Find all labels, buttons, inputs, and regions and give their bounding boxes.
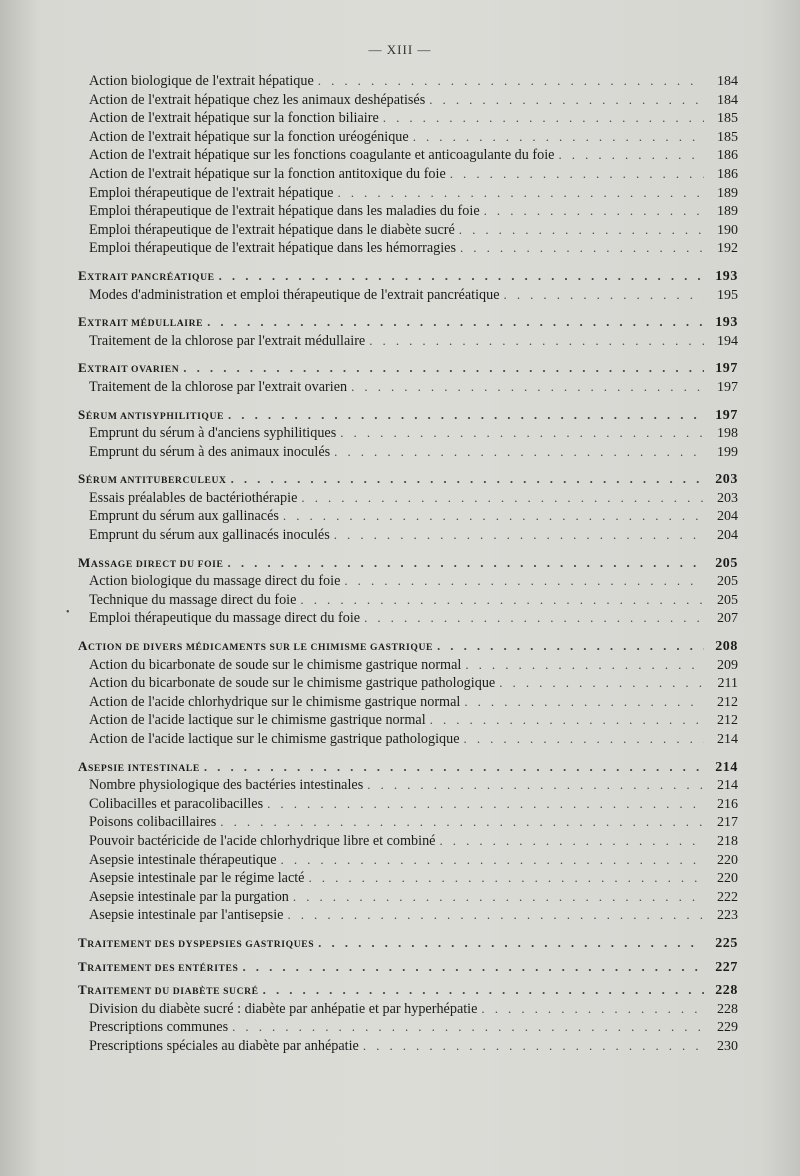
page-number: 223 <box>717 908 738 924</box>
dot-leader <box>267 795 704 814</box>
toc-section-heading <box>78 981 738 1000</box>
page-number: 198 <box>717 426 738 442</box>
section-title <box>78 758 200 777</box>
toc-entry <box>78 572 738 591</box>
toc-entry <box>78 906 738 925</box>
page-number: 185 <box>717 129 738 145</box>
toc-entry <box>78 1000 738 1019</box>
page-number: 205 <box>715 555 738 571</box>
page-number: 214 <box>715 759 738 775</box>
toc-entry <box>78 795 738 814</box>
page-number: 230 <box>717 1038 738 1054</box>
page-number: 229 <box>717 1020 738 1036</box>
toc-entry <box>78 239 738 258</box>
dot-leader <box>334 443 704 462</box>
toc-entry <box>78 1018 738 1037</box>
page-number: 193 <box>715 268 738 284</box>
dot-leader <box>499 674 704 693</box>
dot-leader <box>450 165 704 184</box>
page-number: 228 <box>715 983 738 999</box>
entry-title: Traitement de la chlorose par l'extrait médullaire <box>89 332 366 349</box>
page-number: 207 <box>717 611 738 627</box>
dot-leader <box>464 693 704 712</box>
entry-title: Asepsie intestinale par la purgation <box>89 888 289 905</box>
section-title-rest: XTRAIT OVARIEN <box>87 364 180 376</box>
dot-leader <box>183 359 704 378</box>
toc-entry <box>78 591 738 610</box>
toc-section-heading <box>78 313 738 332</box>
dot-leader <box>337 184 704 203</box>
dot-leader <box>300 591 704 610</box>
dot-leader <box>207 313 704 332</box>
dot-leader <box>281 851 704 870</box>
page-number: 214 <box>717 778 738 794</box>
dot-leader <box>369 332 704 351</box>
entry-title: Emploi thérapeutique de l'extrait hépatique <box>89 184 334 201</box>
section-title-rest: XTRAIT MÉDULLAIRE <box>87 318 204 330</box>
page-number: 197 <box>715 361 738 377</box>
dot-leader <box>220 813 704 832</box>
toc-section-heading <box>78 267 738 286</box>
toc-entry <box>78 221 738 240</box>
entry-title: Action de l'acide chlorhydrique sur le chimisme gastrique normal <box>89 693 461 710</box>
page-number: 186 <box>717 166 738 182</box>
toc-entry <box>78 776 738 795</box>
dot-leader <box>287 906 704 925</box>
toc-entry <box>78 693 738 712</box>
entry-title: Division du diabète sucré : diabète par anhépatie et par hyperhépatie <box>89 1000 478 1017</box>
page-number: 222 <box>717 889 738 905</box>
entry-title: Emprunt du sérum aux gallinacés inoculés <box>89 527 330 544</box>
dot-leader <box>283 507 704 526</box>
entry-title: Action de l'extrait hépatique sur la fonction biliaire <box>89 110 379 127</box>
toc-entry <box>78 730 738 749</box>
toc-entry <box>78 507 738 526</box>
dot-leader <box>293 888 704 907</box>
dot-leader <box>231 470 704 489</box>
entry-title: Action du bicarbonate de soude sur le chimisme gastrique pathologique <box>89 675 496 692</box>
section-title <box>78 470 227 489</box>
section-initial: T <box>78 934 88 950</box>
section-title-rest: ÉRUM ANTISYPHILITIQUE <box>85 410 224 422</box>
page-number: 186 <box>717 148 738 164</box>
toc-entry <box>78 851 738 870</box>
entry-title: Colibacilles et paracolibacilles <box>89 795 264 812</box>
section-initial: E <box>78 267 88 283</box>
dot-leader <box>301 489 704 508</box>
entry-title: Modes d'administration et emploi thérapeutique de l'extrait pancréatique <box>89 286 500 303</box>
dot-leader <box>308 869 704 888</box>
page-number: 227 <box>715 959 738 975</box>
page-number: 217 <box>717 815 738 831</box>
dot-leader <box>344 572 704 591</box>
dot-leader <box>340 424 704 443</box>
dot-leader <box>413 128 704 147</box>
dot-leader <box>363 1037 704 1056</box>
page-number: 199 <box>717 444 738 460</box>
entry-title: Emploi thérapeutique de l'extrait hépatique dans le diabète sucré <box>89 221 455 238</box>
toc-entry <box>78 674 738 693</box>
toc-section-heading <box>78 359 738 378</box>
section-title-rest: RAITEMENT DES ENTÉRITES <box>87 962 239 974</box>
toc-entry <box>78 609 738 628</box>
section-title-rest: RAITEMENT DES DYSPEPSIES GASTRIQUES <box>87 938 315 950</box>
toc-entry <box>78 526 738 545</box>
entry-title: Emploi thérapeutique de l'extrait hépatique dans les hémorragies <box>89 240 456 257</box>
page-number: 211 <box>717 676 738 692</box>
section-initial: E <box>78 360 88 376</box>
section-initial: E <box>78 314 88 330</box>
dot-leader <box>367 776 704 795</box>
toc-entry <box>78 424 738 443</box>
page-number: 218 <box>717 833 738 849</box>
toc-section-heading <box>78 758 738 777</box>
section-title <box>78 981 259 1000</box>
toc-section-heading <box>78 934 738 953</box>
toc-entry <box>78 711 738 730</box>
dot-leader <box>464 730 704 749</box>
toc-entry <box>78 813 738 832</box>
entry-title: Nombre physiologique des bactéries intestinales <box>89 777 364 794</box>
toc-entry <box>78 146 738 165</box>
toc-entry <box>78 165 738 184</box>
section-initial: M <box>78 554 91 570</box>
entry-title: Emprunt du sérum à d'anciens syphilitiques <box>89 425 337 442</box>
page-number: 197 <box>715 407 738 423</box>
page-number-header: — XIII — <box>368 42 432 57</box>
entry-title: Action biologique du massage direct du foie <box>89 573 341 590</box>
dot-leader <box>484 202 704 221</box>
dot-leader <box>558 146 704 165</box>
dot-leader <box>232 1018 704 1037</box>
section-title <box>78 359 179 378</box>
section-initial: A <box>78 758 88 774</box>
toc-entry <box>78 489 738 508</box>
dot-leader <box>481 1000 704 1019</box>
section-title <box>78 406 224 425</box>
toc-entry <box>78 286 738 305</box>
section-title <box>78 637 433 656</box>
dot-leader <box>383 109 704 128</box>
dot-leader <box>364 609 704 628</box>
entry-title: Asepsie intestinale thérapeutique <box>89 851 277 868</box>
toc-entry <box>78 202 738 221</box>
toc-entry <box>78 888 738 907</box>
section-initial: T <box>78 958 88 974</box>
toc-section-heading <box>78 554 738 573</box>
page-number: 208 <box>715 639 738 655</box>
page-number: 205 <box>717 592 738 608</box>
page-number: 195 <box>717 287 738 303</box>
toc-entry <box>78 72 738 91</box>
dot-leader <box>437 637 704 656</box>
entry-title: Prescriptions spéciales au diabète par anhépatie <box>89 1037 359 1054</box>
table-of-contents <box>78 72 738 1056</box>
toc-entry <box>78 184 738 203</box>
section-title <box>78 554 224 573</box>
entry-title: Poisons colibacillaires <box>89 814 217 831</box>
page-number: 185 <box>717 111 738 127</box>
toc-entry <box>78 832 738 851</box>
page-number: 205 <box>717 574 738 590</box>
entry-title: Action de l'extrait hépatique sur les fonctions coagulante et anticoagulante du foie <box>89 147 555 164</box>
entry-title: Action du bicarbonate de soude sur le chimisme gastrique normal <box>89 656 462 673</box>
toc-entry <box>78 443 738 462</box>
page-number: 184 <box>717 92 738 108</box>
dot-leader <box>465 656 704 675</box>
page-number: 212 <box>717 694 738 710</box>
dot-leader <box>228 406 704 425</box>
dot-leader <box>228 554 704 573</box>
toc-section-heading <box>78 958 738 977</box>
toc-entry <box>78 91 738 110</box>
toc-section-heading <box>78 637 738 656</box>
section-title-rest: CTION DE DIVERS MÉDICAMENTS SUR LE CHIMISME GASTRIQUE <box>88 642 433 654</box>
entry-title: Action biologique de l'extrait hépatique <box>89 73 314 89</box>
section-title-rest: RAITEMENT DU DIABÈTE SUCRÉ <box>87 986 259 998</box>
dot-leader <box>504 286 704 305</box>
page-number: 220 <box>717 852 738 868</box>
toc-entry <box>78 1037 738 1056</box>
page-number: 214 <box>717 732 738 747</box>
dot-leader <box>219 267 704 286</box>
entry-title: Action de l'extrait hépatique sur la fonction antitoxique du foie <box>89 165 446 182</box>
dot-leader <box>460 239 704 258</box>
entry-title: Pouvoir bactéricide de l'acide chlorhydrique libre et combiné <box>89 832 436 849</box>
page-number: 204 <box>717 509 738 525</box>
dot-leader <box>430 711 704 730</box>
page-number: 184 <box>717 74 738 89</box>
page-number: 209 <box>717 657 738 673</box>
entry-title: Action de l'acide lactique sur le chimisme gastrique normal <box>89 712 426 729</box>
toc-entry <box>78 128 738 147</box>
entry-title: Essais préalables de bactériothérapie <box>89 489 298 506</box>
page-number: 220 <box>717 871 738 887</box>
page-number: 212 <box>717 713 738 729</box>
section-initial: T <box>78 982 88 998</box>
toc-entry <box>78 332 738 351</box>
entry-title: Emprunt du sérum à des animaux inoculés <box>89 443 331 460</box>
toc-entry <box>78 109 738 128</box>
page-number: 216 <box>717 796 738 812</box>
section-title <box>78 958 238 977</box>
entry-title: Prescriptions communes <box>89 1019 229 1036</box>
section-title-rest: XTRAIT PANCRÉATIQUE <box>87 271 215 283</box>
page-number: 190 <box>717 222 738 238</box>
dot-leader <box>429 91 704 110</box>
section-title <box>78 267 215 286</box>
margin-bullet: • <box>66 607 70 618</box>
section-initial: S <box>78 471 86 487</box>
section-title-rest: SEPSIE INTESTINALE <box>88 762 200 774</box>
page-number: 194 <box>717 333 738 349</box>
entry-title: Asepsie intestinale par le régime lacté <box>89 870 305 887</box>
section-initial: A <box>78 638 88 654</box>
section-title <box>78 934 314 953</box>
page-number: 189 <box>717 204 738 220</box>
dot-leader <box>318 934 704 953</box>
section-title-rest: ÉRUM ANTITUBERCULEUX <box>85 475 227 487</box>
section-title-rest: ASSAGE DIRECT DU FOIE <box>90 558 224 570</box>
dot-leader <box>459 221 704 240</box>
entry-title: Asepsie intestinale par l'antisepsie <box>89 907 284 924</box>
entry-title: Action de l'acide lactique sur le chimisme gastrique pathologique <box>89 731 460 747</box>
entry-title: Emploi thérapeutique du massage direct du foie <box>89 610 361 627</box>
toc-entry <box>78 656 738 675</box>
dot-leader <box>242 958 704 977</box>
page-number: 225 <box>715 935 738 951</box>
dot-leader <box>439 832 704 851</box>
entry-title: Traitement de la chlorose par l'extrait ovarien <box>89 378 348 395</box>
dot-leader <box>334 526 704 545</box>
page-number: 228 <box>717 1001 738 1017</box>
toc-section-heading <box>78 406 738 425</box>
dot-leader <box>318 72 704 91</box>
dot-leader <box>204 758 704 777</box>
page-number: 204 <box>717 528 738 544</box>
entry-title: Technique du massage direct du foie <box>89 591 297 608</box>
page-number: 203 <box>717 490 738 506</box>
dot-leader <box>351 378 704 397</box>
entry-title: Action de l'extrait hépatique chez les animaux deshépatisés <box>89 91 426 108</box>
page-number: 193 <box>715 315 738 331</box>
toc-entry <box>78 378 738 397</box>
entry-title: Action de l'extrait hépatique sur la fonction uréogénique <box>89 128 409 145</box>
page-number: 192 <box>717 241 738 257</box>
section-initial: S <box>78 406 86 422</box>
toc-section-heading <box>78 470 738 489</box>
toc-entry <box>78 869 738 888</box>
page-number: 197 <box>717 379 738 395</box>
section-title <box>78 313 203 332</box>
page-number: 203 <box>715 472 738 488</box>
entry-title: Emprunt du sérum aux gallinacés <box>89 508 279 525</box>
entry-title: Emploi thérapeutique de l'extrait hépatique dans les maladies du foie <box>89 203 480 220</box>
page-number: 189 <box>717 185 738 201</box>
dot-leader <box>263 981 704 1000</box>
